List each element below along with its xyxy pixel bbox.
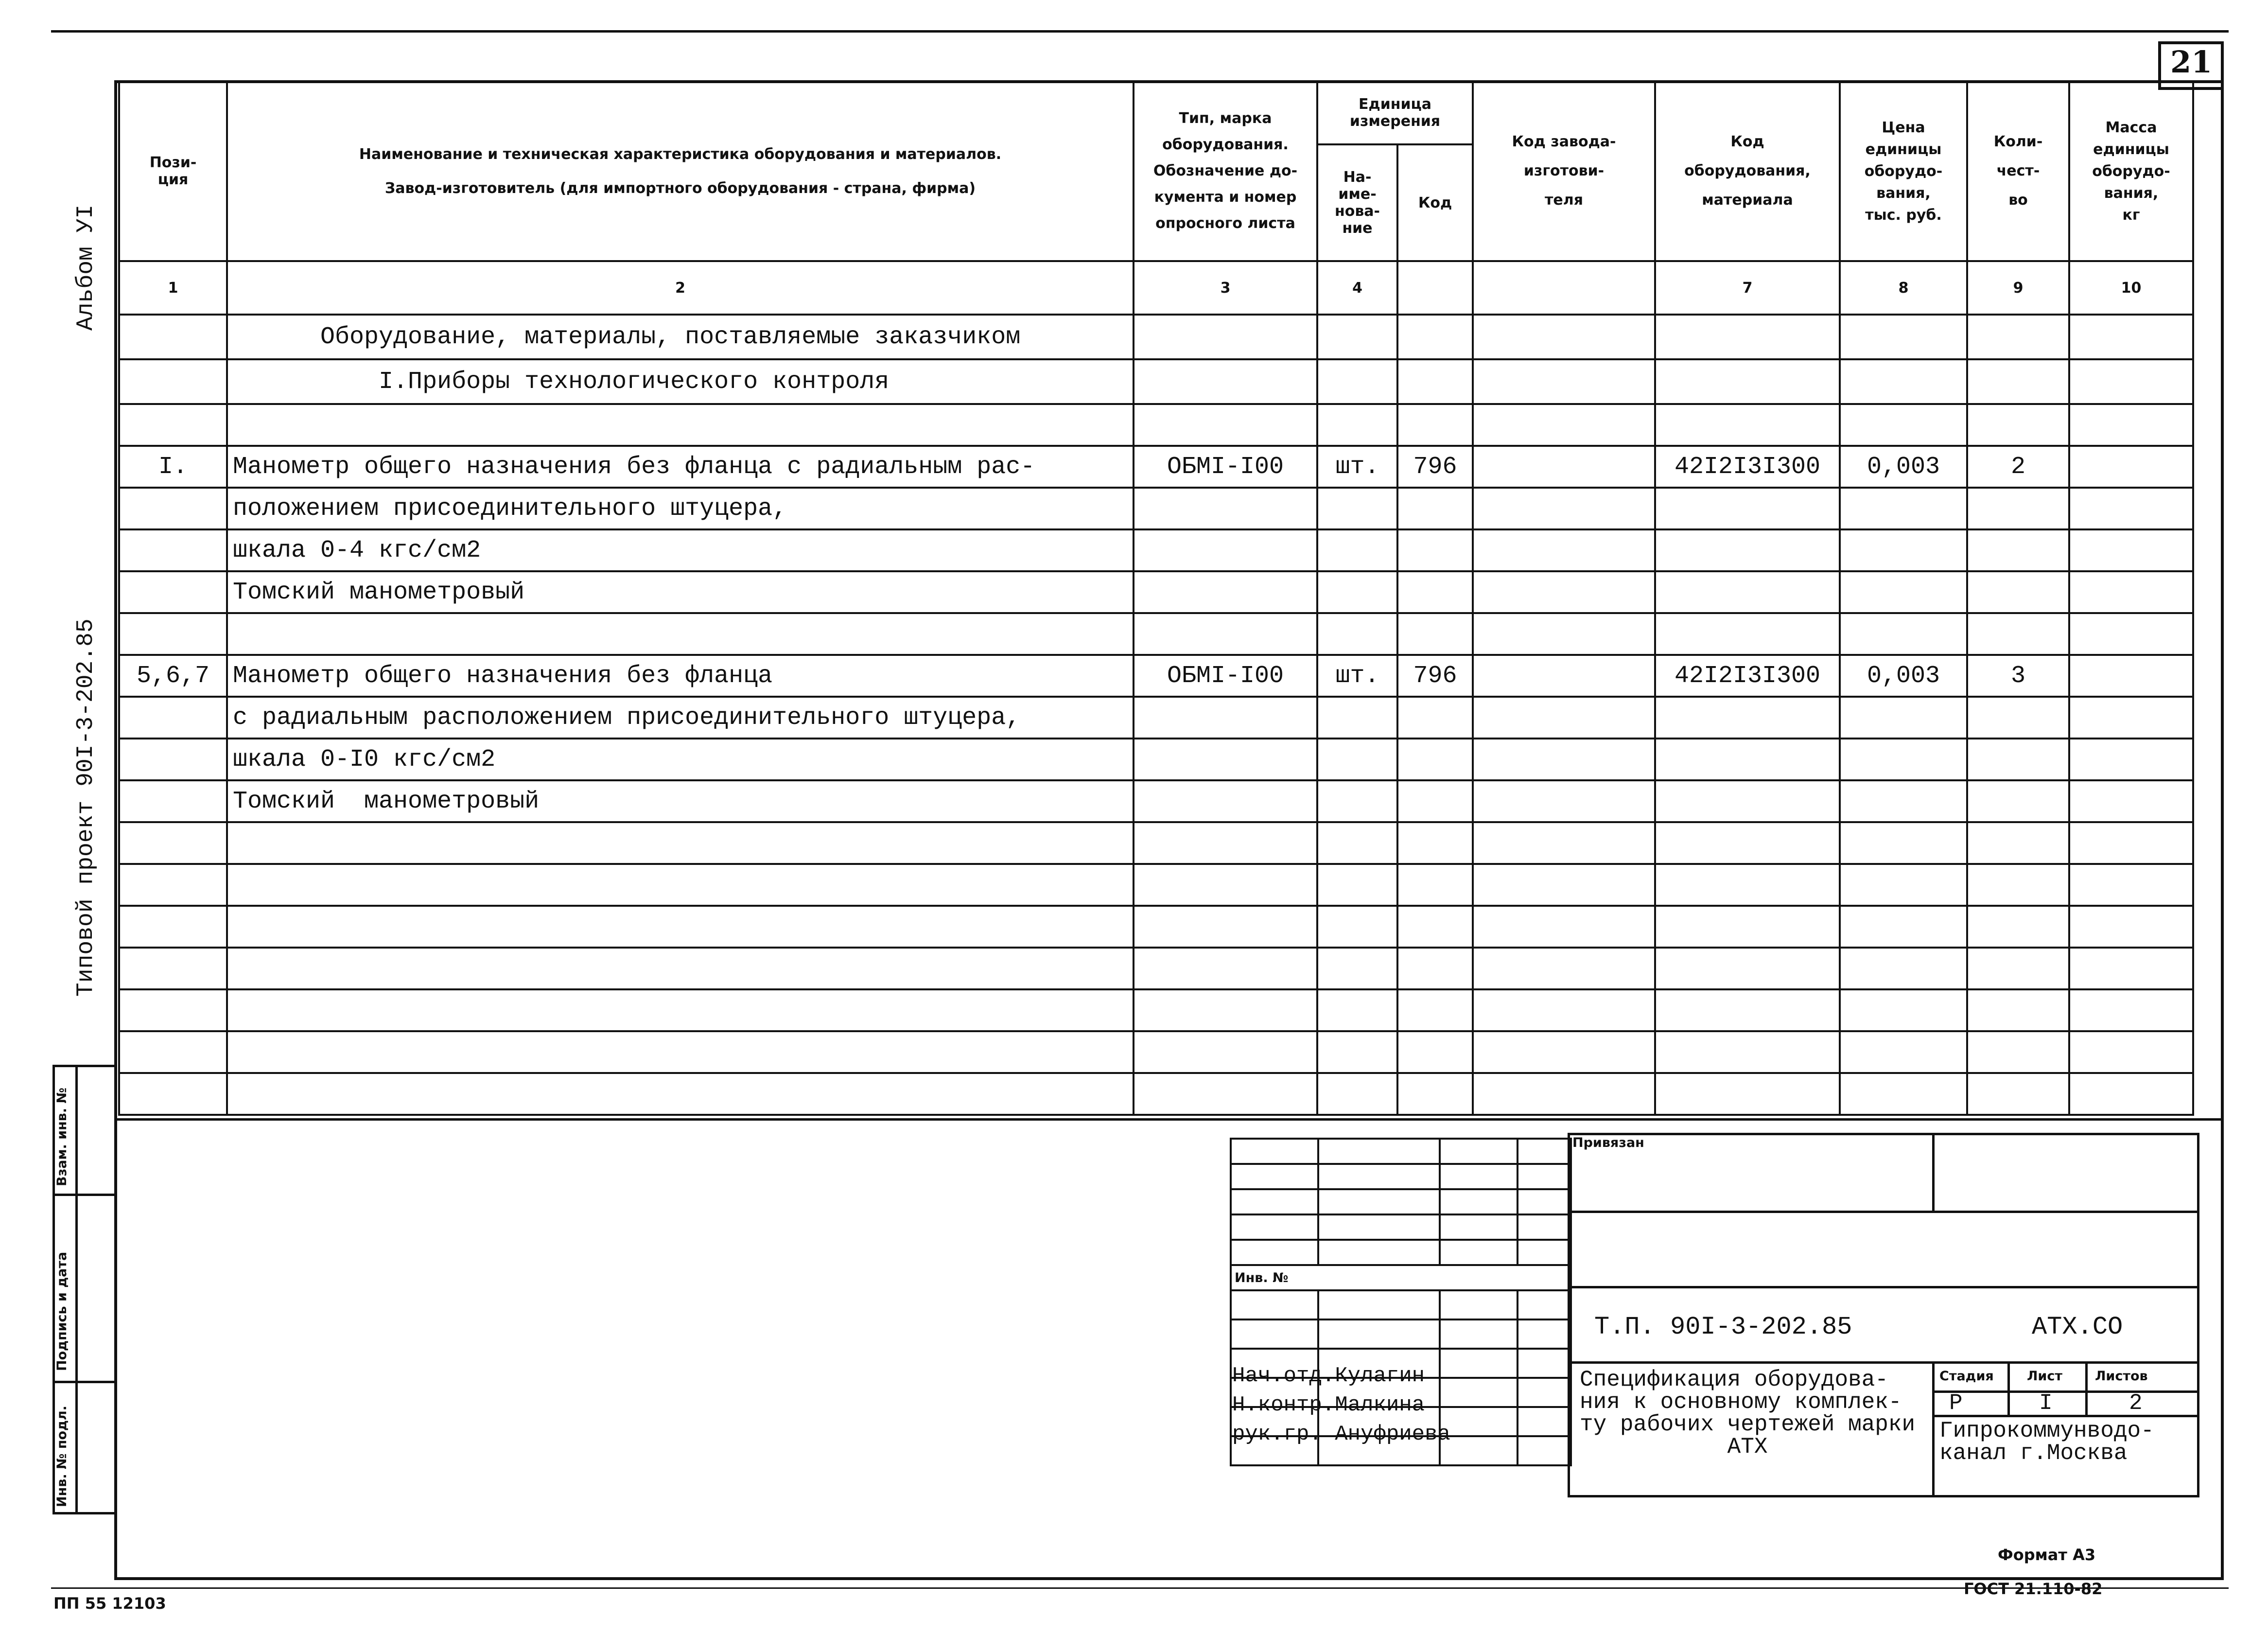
signer-3: рук.гр. Ануфриева — [1232, 1422, 1450, 1446]
row-unit — [1317, 1031, 1397, 1073]
row-quantity — [1967, 613, 2069, 655]
row-unit-code — [1397, 613, 1473, 655]
row-quantity: 3 — [1967, 655, 2069, 697]
row-equipment-code — [1655, 697, 1840, 739]
row-unit-code — [1397, 315, 1473, 359]
row-price — [1840, 780, 1967, 822]
table-row — [119, 780, 2193, 822]
album-label: Альбом УI — [73, 204, 99, 331]
row-name: Томский манометровый — [227, 571, 1134, 613]
row-unit: шт. — [1317, 655, 1397, 697]
row-price — [1840, 864, 1967, 906]
row-unit — [1317, 948, 1397, 989]
row-unit — [1317, 697, 1397, 739]
header-equipment-code: Код оборудования, материала — [1655, 81, 1840, 261]
row-position — [119, 822, 227, 864]
header-unit-code: Код — [1397, 144, 1473, 261]
col-number — [1473, 261, 1655, 315]
row-type — [1134, 697, 1317, 739]
stage-line-1 — [1932, 1390, 2199, 1393]
row-quantity — [1967, 864, 2069, 906]
table-bottom-line — [114, 1118, 2224, 1121]
row-position — [119, 906, 227, 948]
document-code: Т.П. 90I-3-202.85 — [1594, 1313, 1852, 1341]
row-plant-code — [1473, 359, 1655, 404]
row-mass — [2069, 655, 2193, 697]
row-name: положением присоединительного штуцера, — [227, 488, 1134, 529]
col-number: 3 — [1134, 261, 1317, 315]
row-plant-code — [1473, 780, 1655, 822]
row-name — [227, 613, 1134, 655]
row-price: 0,003 — [1840, 446, 1967, 488]
row-position — [119, 571, 227, 613]
row-unit — [1317, 359, 1397, 404]
inv-podl-label: Инв. № подл. — [54, 1406, 70, 1507]
row-unit-code — [1397, 359, 1473, 404]
footer-line — [51, 1587, 2229, 1589]
row-name — [227, 1031, 1134, 1073]
stage-vline-1 — [2007, 1361, 2010, 1415]
row-mass — [2069, 529, 2193, 571]
row-position — [119, 989, 227, 1031]
margin-strip-line-4 — [52, 1512, 116, 1514]
row-mass — [2069, 864, 2193, 906]
col-number: 1 — [119, 261, 227, 315]
row-unit-code — [1397, 780, 1473, 822]
row-equipment-code — [1655, 780, 1840, 822]
table-row — [119, 488, 2193, 529]
row-equipment-code — [1655, 739, 1840, 780]
margin-strip-right — [75, 1065, 78, 1512]
row-quantity — [1967, 948, 2069, 989]
row-position — [119, 1073, 227, 1115]
row-plant-code — [1473, 613, 1655, 655]
table-row — [119, 315, 2193, 359]
row-plant-code — [1473, 529, 1655, 571]
signer-2: Н.контр.Малкина — [1232, 1393, 1425, 1417]
row-name — [227, 906, 1134, 948]
row-position: I. — [119, 446, 227, 488]
sheets-value: 2 — [2129, 1390, 2143, 1416]
row-unit-code — [1397, 948, 1473, 989]
row-plant-code — [1473, 822, 1655, 864]
row-quantity — [1967, 488, 2069, 529]
document-title: Спецификация оборудова- ния к основному комплек- ту рабочих чертежей марки АТХ — [1580, 1367, 1916, 1460]
title-line-1 — [1568, 1211, 2199, 1213]
row-price — [1840, 948, 1967, 989]
row-type: ОБМI-I00 — [1134, 655, 1317, 697]
row-price — [1840, 529, 1967, 571]
table-row — [119, 529, 2193, 571]
table-row — [119, 404, 2193, 446]
row-type — [1134, 488, 1317, 529]
row-plant-code — [1473, 948, 1655, 989]
row-equipment-code — [1655, 864, 1840, 906]
row-quantity — [1967, 315, 2069, 359]
row-unit — [1317, 780, 1397, 822]
row-name — [227, 948, 1134, 989]
row-equipment-code — [1655, 1073, 1840, 1115]
row-mass — [2069, 948, 2193, 989]
row-quantity — [1967, 822, 2069, 864]
row-name: Манометр общего назначения без фланца с радиальным рас- — [227, 446, 1134, 488]
row-equipment-code — [1655, 989, 1840, 1031]
col-number: 10 — [2069, 261, 2193, 315]
row-equipment-code — [1655, 315, 1840, 359]
row-type — [1134, 529, 1317, 571]
row-plant-code — [1473, 1031, 1655, 1073]
row-position — [119, 488, 227, 529]
row-name — [227, 1073, 1134, 1115]
row-quantity — [1967, 404, 2069, 446]
row-quantity — [1967, 906, 2069, 948]
row-unit: шт. — [1317, 446, 1397, 488]
page-number: 21 — [2170, 44, 2213, 80]
stage-vline-2 — [2085, 1361, 2088, 1415]
stage-label: Стадия — [1939, 1369, 1994, 1384]
row-type — [1134, 822, 1317, 864]
row-price — [1840, 571, 1967, 613]
row-type — [1134, 404, 1317, 446]
row-quantity — [1967, 697, 2069, 739]
margin-strip-line-3 — [52, 1381, 116, 1383]
row-plant-code — [1473, 404, 1655, 446]
row-unit-code: 796 — [1397, 446, 1473, 488]
row-unit-code — [1397, 864, 1473, 906]
sheets-label: Листов — [2095, 1369, 2148, 1384]
table-row — [119, 1031, 2193, 1073]
row-plant-code — [1473, 488, 1655, 529]
row-unit — [1317, 1073, 1397, 1115]
table-row — [119, 655, 2193, 697]
col-number: 9 — [1967, 261, 2069, 315]
row-name: шкала 0-I0 кгс/см2 — [227, 739, 1134, 780]
table-row — [119, 359, 2193, 404]
margin-strip-line-2 — [52, 1194, 116, 1196]
row-quantity — [1967, 529, 2069, 571]
row-price — [1840, 822, 1967, 864]
row-unit — [1317, 529, 1397, 571]
row-type — [1134, 906, 1317, 948]
header-mass: Масса единицы оборудо- вания, кг — [2069, 81, 2193, 261]
row-mass — [2069, 906, 2193, 948]
row-quantity — [1967, 1073, 2069, 1115]
row-price — [1840, 613, 1967, 655]
row-equipment-code — [1655, 404, 1840, 446]
row-price — [1840, 906, 1967, 948]
row-position — [119, 404, 227, 446]
row-price: 0,003 — [1840, 655, 1967, 697]
header-plant-code: Код завода- изготови- теля — [1473, 81, 1655, 261]
row-position — [119, 315, 227, 359]
table-row — [119, 864, 2193, 906]
row-type — [1134, 864, 1317, 906]
row-type — [1134, 989, 1317, 1031]
row-mass — [2069, 488, 2193, 529]
row-price — [1840, 359, 1967, 404]
margin-strip-line-1 — [52, 1065, 116, 1067]
specification-table — [118, 80, 2194, 1116]
row-plant-code — [1473, 697, 1655, 739]
row-equipment-code — [1655, 906, 1840, 948]
row-mass — [2069, 571, 2193, 613]
table-row — [119, 989, 2193, 1031]
stage-value: Р — [1949, 1390, 1963, 1416]
table-row — [119, 571, 2193, 613]
row-mass — [2069, 822, 2193, 864]
row-plant-code — [1473, 655, 1655, 697]
table-row — [119, 1073, 2193, 1115]
header-position: Пози- ция — [119, 81, 227, 261]
row-mass — [2069, 404, 2193, 446]
row-unit-code — [1397, 1073, 1473, 1115]
row-equipment-code — [1655, 948, 1840, 989]
table-row — [119, 906, 2193, 948]
format-label: Формат А3 — [1998, 1546, 2096, 1564]
row-plant-code — [1473, 989, 1655, 1031]
row-type — [1134, 780, 1317, 822]
col-number: 7 — [1655, 261, 1840, 315]
row-plant-code — [1473, 1073, 1655, 1115]
row-plant-code — [1473, 906, 1655, 948]
row-unit-code — [1397, 571, 1473, 613]
row-type — [1134, 613, 1317, 655]
row-unit-code — [1397, 697, 1473, 739]
row-price — [1840, 1031, 1967, 1073]
col-number: 2 — [227, 261, 1134, 315]
row-equipment-code — [1655, 529, 1840, 571]
row-name: I.Приборы технологического контроля — [227, 359, 1134, 404]
row-quantity: 2 — [1967, 446, 2069, 488]
title-vline-1 — [1932, 1133, 1935, 1211]
signer-1: Нач.отд.Кулагин — [1232, 1364, 1425, 1388]
row-unit — [1317, 864, 1397, 906]
table-row — [119, 613, 2193, 655]
row-unit — [1317, 404, 1397, 446]
row-quantity — [1967, 989, 2069, 1031]
row-type — [1134, 739, 1317, 780]
header-unit-name: На- име- нова- ние — [1317, 144, 1397, 261]
row-mass — [2069, 315, 2193, 359]
row-price — [1840, 739, 1967, 780]
header-quantity: Коли- чест- во — [1967, 81, 2069, 261]
row-unit-code — [1397, 989, 1473, 1031]
row-unit — [1317, 571, 1397, 613]
row-position — [119, 1031, 227, 1073]
row-mass — [2069, 780, 2193, 822]
row-mass — [2069, 1073, 2193, 1115]
row-plant-code — [1473, 315, 1655, 359]
inv-no-label: Инв. № — [1231, 1265, 1571, 1290]
row-name — [227, 822, 1134, 864]
document-mark: АТХ.СО — [2032, 1313, 2123, 1341]
row-unit-code — [1397, 404, 1473, 446]
row-unit-code — [1397, 739, 1473, 780]
row-type — [1134, 1073, 1317, 1115]
row-name: Манометр общего назначения без фланца — [227, 655, 1134, 697]
header-unit: Единица измерения — [1317, 81, 1473, 144]
gost-label: ГОСТ 21.110-82 — [1964, 1580, 2103, 1598]
row-price — [1840, 989, 1967, 1031]
row-unit-code: 796 — [1397, 655, 1473, 697]
row-quantity — [1967, 739, 2069, 780]
row-equipment-code — [1655, 571, 1840, 613]
row-position — [119, 864, 227, 906]
row-price — [1840, 404, 1967, 446]
row-unit-code — [1397, 529, 1473, 571]
row-equipment-code — [1655, 488, 1840, 529]
row-plant-code — [1473, 739, 1655, 780]
podpis-data-label: Подпись и дата — [54, 1251, 70, 1371]
project-label: Типовой проект 90I-3-202.85 — [73, 618, 99, 997]
row-equipment-code — [1655, 359, 1840, 404]
table-row — [119, 822, 2193, 864]
row-unit — [1317, 906, 1397, 948]
row-unit-code — [1397, 1031, 1473, 1073]
row-name — [227, 989, 1134, 1031]
table-row — [119, 948, 2193, 989]
row-mass — [2069, 613, 2193, 655]
row-type — [1134, 948, 1317, 989]
row-position: 5,6,7 — [119, 655, 227, 697]
title-vline-2 — [1932, 1361, 1935, 1497]
row-type: ОБМI-I00 — [1134, 446, 1317, 488]
row-position — [119, 948, 227, 989]
row-name: с радиальным расположением присоединительного штуцера, — [227, 697, 1134, 739]
row-equipment-code: 42I2I3I300 — [1655, 446, 1840, 488]
row-type — [1134, 1031, 1317, 1073]
row-position — [119, 780, 227, 822]
row-unit — [1317, 613, 1397, 655]
row-price — [1840, 488, 1967, 529]
row-unit — [1317, 739, 1397, 780]
privyazan-label: Привязан — [1572, 1135, 1644, 1150]
row-unit — [1317, 488, 1397, 529]
top-border-line — [51, 30, 2229, 33]
row-price — [1840, 315, 1967, 359]
col-number: 8 — [1840, 261, 1967, 315]
col-number — [1397, 261, 1473, 315]
header-name: Наименование и техническая характеристика оборудования и материалов. Завод-изготовитель (для импортного оборудования - страна, фирма) — [227, 81, 1134, 261]
title-line-3 — [1568, 1361, 2199, 1364]
table-row — [119, 739, 2193, 780]
vzam-inv-label: Взам. инв. № — [54, 1087, 70, 1186]
sheet-label: Лист — [2027, 1369, 2062, 1384]
header-price: Цена единицы оборудо- вания, тыс. руб. — [1840, 81, 1967, 261]
column-number-row — [119, 261, 2193, 315]
row-position — [119, 529, 227, 571]
row-quantity — [1967, 1031, 2069, 1073]
table-row — [119, 697, 2193, 739]
row-type — [1134, 359, 1317, 404]
row-mass — [2069, 697, 2193, 739]
row-mass — [2069, 446, 2193, 488]
row-equipment-code — [1655, 822, 1840, 864]
row-name — [227, 404, 1134, 446]
footer-code: ПП 55 12103 — [53, 1594, 166, 1613]
row-type — [1134, 315, 1317, 359]
row-equipment-code — [1655, 613, 1840, 655]
row-name: Томский манометровый — [227, 780, 1134, 822]
row-quantity — [1967, 359, 2069, 404]
row-unit-code — [1397, 822, 1473, 864]
row-unit-code — [1397, 488, 1473, 529]
row-price — [1840, 697, 1967, 739]
table-row — [119, 446, 2193, 488]
row-quantity — [1967, 780, 2069, 822]
row-position — [119, 697, 227, 739]
row-mass — [2069, 359, 2193, 404]
organization: Гипрокоммунводо- канал г.Москва — [1939, 1418, 2154, 1466]
row-plant-code — [1473, 864, 1655, 906]
row-price — [1840, 1073, 1967, 1115]
stage-line-2 — [1932, 1415, 2199, 1417]
row-quantity — [1967, 571, 2069, 613]
row-unit — [1317, 822, 1397, 864]
col-number: 4 — [1317, 261, 1397, 315]
row-position — [119, 739, 227, 780]
row-name: Оборудование, материалы, поставляемые заказчиком — [227, 315, 1134, 359]
row-unit — [1317, 315, 1397, 359]
sheet-value: I — [2039, 1390, 2053, 1416]
row-mass — [2069, 1031, 2193, 1073]
row-mass — [2069, 739, 2193, 780]
row-type — [1134, 571, 1317, 613]
row-equipment-code: 42I2I3I300 — [1655, 655, 1840, 697]
row-unit — [1317, 989, 1397, 1031]
header-type: Тип, марка оборудования. Обозначение до- кумента и номер опросного листа — [1134, 81, 1317, 261]
row-plant-code — [1473, 446, 1655, 488]
row-equipment-code — [1655, 1031, 1840, 1073]
row-mass — [2069, 989, 2193, 1031]
row-position — [119, 359, 227, 404]
row-name — [227, 864, 1134, 906]
title-line-2 — [1568, 1286, 2199, 1288]
row-unit-code — [1397, 906, 1473, 948]
row-plant-code — [1473, 571, 1655, 613]
row-position — [119, 613, 227, 655]
row-name: шкала 0-4 кгс/см2 — [227, 529, 1134, 571]
